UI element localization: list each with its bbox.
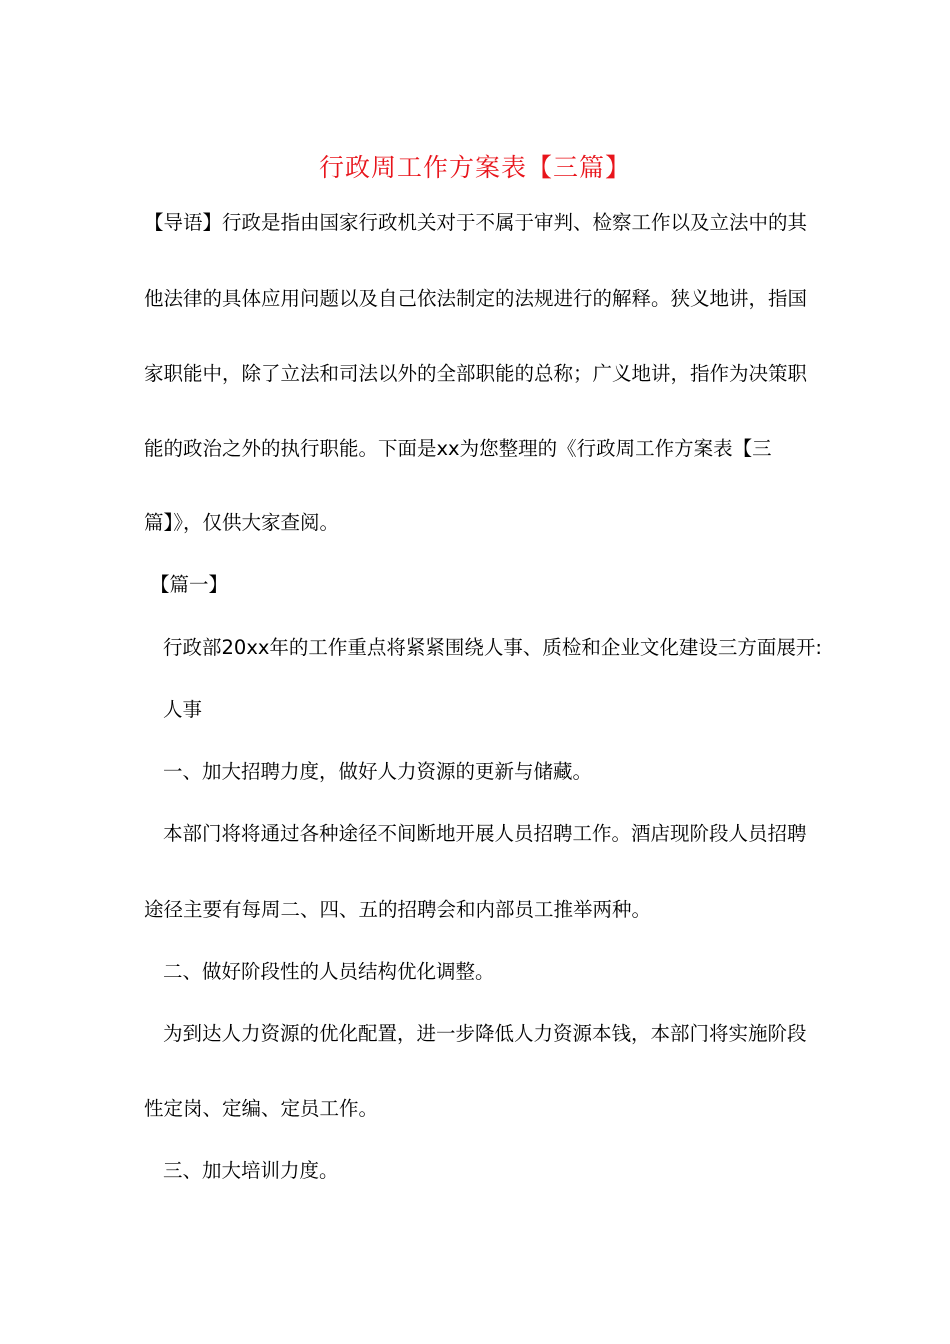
intro-line-3: 家职能中，除了立法和司法以外的全部职能的总称；广义地讲，指作为决策职 (144, 362, 808, 385)
paragraph-line: 行政部20xx年的工作重点将紧紧围绕人事、质检和企业文化建设三方面展开: (163, 636, 822, 659)
intro-line-1: 【导语】行政是指由国家行政机关对于不属于审判、检察工作以及立法中的其 (144, 211, 808, 234)
subheading-personnel: 人事 (163, 698, 203, 721)
document-title: 行政周工作方案表【三篇】 (318, 153, 631, 182)
intro-line-5: 篇】》，仅供大家查阅。 (144, 511, 340, 534)
section-heading-1: 【篇一】 (150, 573, 229, 596)
paragraph-line: 为到达人力资源的优化配置，进一步降低人力资源本钱，本部门将实施阶段 (163, 1022, 807, 1045)
intro-line-2: 他法律的具体应用问题以及自己依法制定的法规进行的解释。狭义地讲，指国 (144, 287, 808, 310)
paragraph-line: 性定岗、定编、定员工作。 (144, 1097, 379, 1120)
paragraph-line: 本部门将将通过各种途径不间断地开展人员招聘工作。酒店现阶段人员招聘 (163, 822, 807, 845)
item-heading-3: 三、加大培训力度。 (163, 1159, 339, 1182)
item-heading-1: 一、加大招聘力度，做好人力资源的更新与储藏。 (163, 760, 593, 783)
intro-line-4: 能的政治之外的执行职能。下面是xx为您整理的《行政周工作方案表【三 (144, 437, 772, 460)
paragraph-line: 途径主要有每周二、四、五的招聘会和内部员工推举两种。 (144, 898, 652, 921)
item-heading-2: 二、做好阶段性的人员结构优化调整。 (163, 960, 495, 983)
